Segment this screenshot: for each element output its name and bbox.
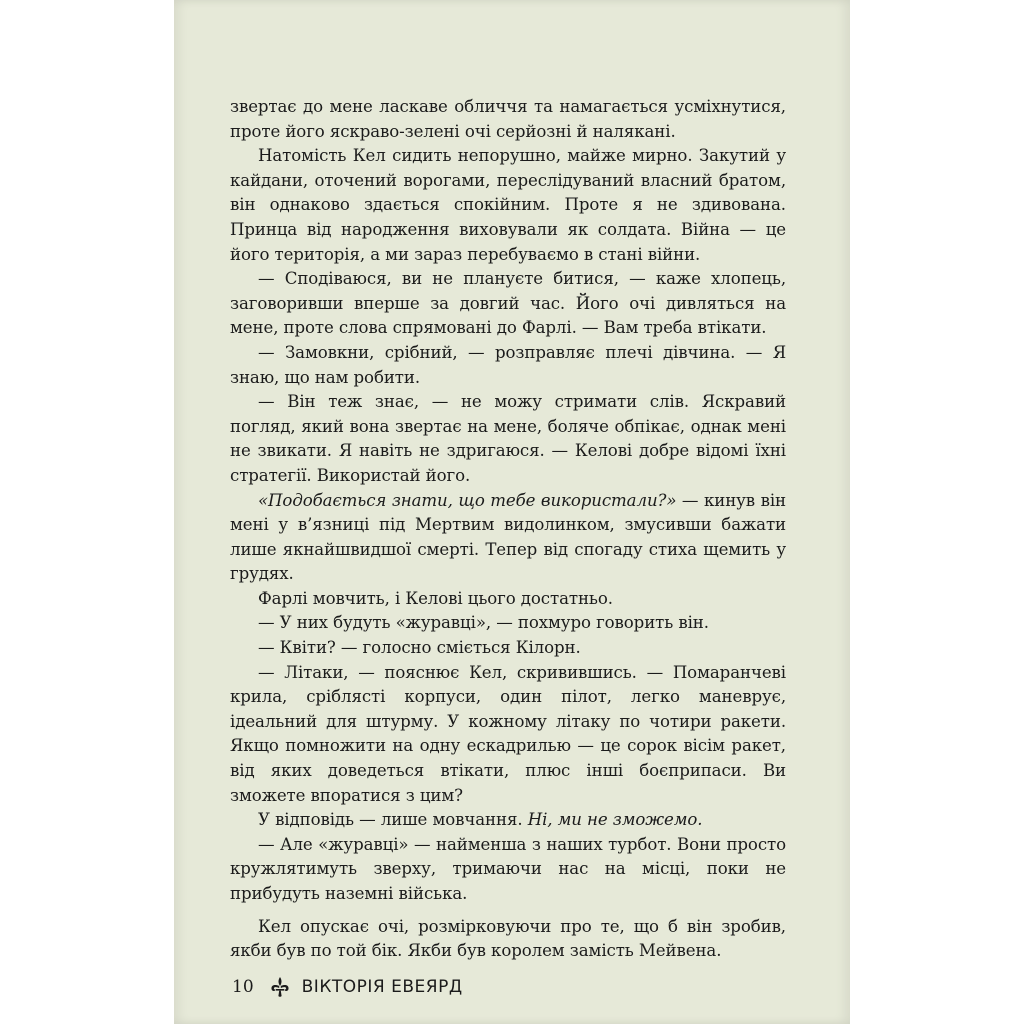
paragraph: — Літаки, — пояснює Кел, скривившись. — Помаранчеві крила, сріблясті корпуси, один пілот, легко маневрує, ідеальний для штурму. У кожному літаку по чотири ракети. Якщо помножити на одну ескадрилью — це сорок вісім ракет, від яких доведеться втікати, плюс інші боєприпаси. Ви зможете впоратися з цим?: [230, 662, 786, 805]
paragraph: Фарлі мовчить, і Келові цього достатньо.: [258, 588, 613, 608]
page-number: 10: [232, 977, 254, 997]
paragraph: — У них будуть «журавці», — похмуро говорить він.: [258, 613, 709, 633]
paragraph: звертає до мене ласкаве обличчя та намагається усміхнутися, проте його яскраво-зелені очі серйозні й налякані.: [230, 97, 786, 141]
paragraph: — Він теж знає, — не можу стримати слів. Яскравий погляд, який вона звертає на мене, боляче обпікає, однак мені не звикати. Я навіть не здригаюся. — Келові добре відомі їхні стратегії. Використай його.: [230, 392, 786, 485]
paragraph: Кел опускає очі, розмірковуючи про те, що б він зробив, якби був по той бік. Якби був королем замість Мейвена.: [230, 916, 786, 961]
paragraph: [230, 489, 786, 587]
page-body: [230, 95, 786, 964]
paragraph-text: — кинув він мені у в’язниці під Мертвим видолинком, змусивши бажати лише якнайшвидшої смерті. Тепер від спогаду стиха щемить у грудях.: [230, 490, 786, 584]
italic-quote: «Подобається знати, що тебе використали?»: [258, 490, 677, 510]
italic-thought: Ні, ми не зможемо.: [527, 810, 703, 830]
page-footer: [232, 972, 463, 1002]
book-page: [174, 0, 850, 1024]
author-name: ВІКТОРІЯ ЕВЕЯРД: [301, 977, 463, 997]
paragraph-text: У відповідь — лише мовчання.: [258, 810, 528, 830]
paragraph: — Квіти? — голосно сміється Кілорн.: [258, 638, 581, 658]
paragraph: — Сподіваюся, ви не плануєте битися, — каже хлопець, заговоривши вперше за довгий час. Його очі дивляться на мене, проте слова спрямовані до Фарлі. — Вам треба втікати.: [230, 269, 786, 338]
paragraph: — Замовкни, срібний, — розправляє плечі дівчина. — Я знаю, що нам робити.: [230, 342, 786, 387]
paragraph: Натомість Кел сидить непорушно, майже мирно. Закутий у кайдани, оточений ворогами, переслідуваний власний братом, він однаково здається спокійним. Проте я не здивована. Принца від народження виховували як солдата. Війна — це його територія, а ми зараз перебуваємо в стані війни.: [230, 146, 786, 264]
paragraph: [230, 808, 786, 833]
paragraph: — Але «журавці» — найменша з наших турбот. Вони просто кружлятимуть зверху, тримаючи нас на місці, поки не прибудуть наземні війська.: [230, 834, 786, 903]
fleur-de-lis-icon: [268, 975, 292, 999]
